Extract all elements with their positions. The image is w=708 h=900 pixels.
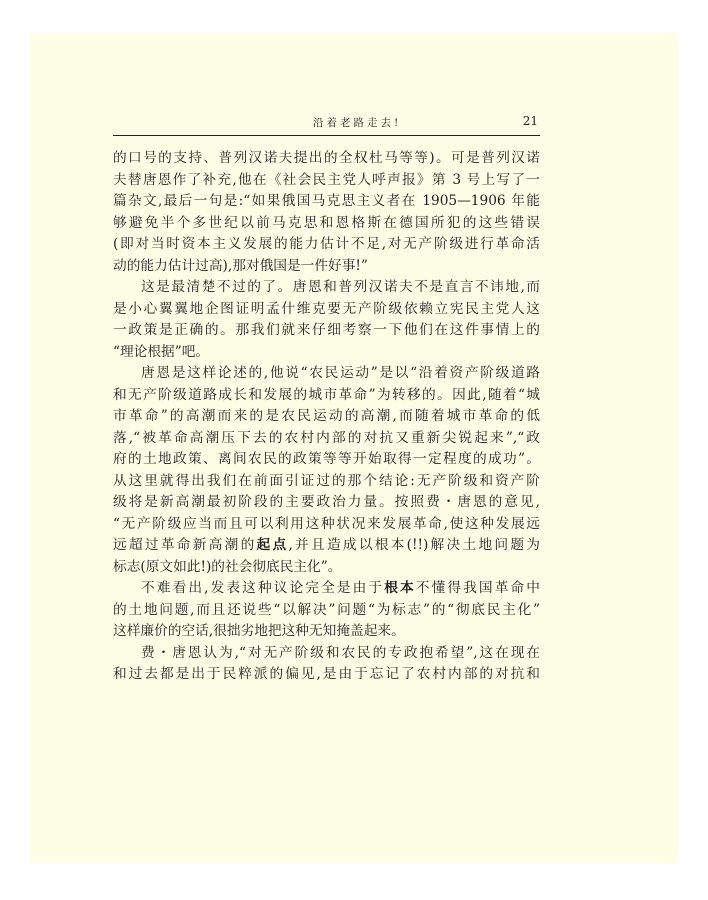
emphasis-text: 根本 — [384, 580, 416, 596]
paragraph — [113, 148, 540, 277]
text-line: 的土地问题,而且还说些“以解决”问题“为标志”的“彻底民主化” — [113, 601, 540, 618]
page-number: 21 — [522, 114, 538, 128]
text-line: 级将是新高潮最初阶段的主要政治力量。按照费・唐恩的意见, — [113, 494, 540, 510]
text-line: 的口号的支持、普列汉诺夫提出的全权杜马等等)。可是普列汉诺 — [113, 150, 540, 166]
text-line: 从这里就得出我们在前面引证过的那个结论:无产阶级和资产阶 — [113, 472, 540, 489]
text-line: 篇杂文,最后一句是:“如果俄国马克思主义者在 1905—1906 年能 — [113, 193, 540, 209]
paragraph — [113, 363, 540, 578]
text-line: “理论根据”吧。 — [113, 343, 210, 360]
text-line: 和过去都是出于民粹派的偏见,是由于忘记了农村内部的对抗和 — [113, 666, 540, 682]
running-title: 沿着老路走去! — [313, 117, 402, 129]
text-segment: 不懂得我国革命中 — [415, 580, 540, 596]
text-line: 一政策是正确的。那我们就来仔细考察一下他们在这件事情上的 — [113, 322, 540, 338]
text-line: 这是最清楚不过的了。唐恩和普列汉诺夫不是直言不讳地,而 — [141, 279, 540, 295]
text-line: 够避免半个多世纪以前马克思和恩格斯在德国所犯的这些错误 — [113, 214, 540, 231]
text-line: 和无产阶级道路成长和发展的城市革命”为转移的。因此,随着“城 — [113, 386, 540, 403]
emphasis-text: 起点 — [256, 537, 289, 553]
text-segment: 不难看出,发表这种议论完全是由于 — [141, 580, 385, 596]
text-line: 动的能力估计过高),那对俄国是一件好事!” — [113, 257, 368, 274]
text-line: 这样廉价的空话,很拙劣地把这种无知掩盖起来。 — [113, 623, 405, 639]
text-segment: ,并且造成以根本(!!)解决土地问题为 — [288, 537, 540, 553]
body-text — [113, 148, 540, 686]
text-line — [113, 535, 540, 557]
paragraph — [113, 578, 540, 643]
text-line: 是小心翼翼地企图证明孟什维克要无产阶级依赖立宪民主党人这 — [113, 300, 540, 317]
paragraph — [113, 643, 540, 686]
text-line: 府的土地政策、离间农民的政策等等开始取得一定程度的成功”。 — [113, 451, 540, 467]
paragraph — [113, 277, 540, 363]
text-line: 落,“被革命高潮压下去的农村内部的对抗又重新尖锐起来”,“政 — [113, 429, 540, 446]
text-line — [113, 578, 540, 600]
text-line: (即对当时资本主义发展的能力估计不足,对无产阶级进行革命活 — [113, 236, 540, 252]
text-line: 市革命”的高潮而来的是农民运动的高潮,而随着城市革命的低 — [113, 408, 540, 424]
text-line: 夫替唐恩作了补充,他在《社会民主党人呼声报》第 3 号上写了一 — [113, 171, 540, 188]
page-header — [113, 113, 540, 136]
text-line: “无产阶级应当而且可以利用这种状况来发展革命,使这种发展远 — [113, 515, 540, 532]
text-line: 标志(原文如此!)的社会彻底民主化”。 — [113, 558, 342, 575]
text-line: 费・唐恩认为,“对无产阶级和农民的专政抱希望”,这在现在 — [141, 644, 540, 661]
text-segment: 远超过革命新高潮的 — [113, 537, 257, 553]
text-line: 唐恩是这样论述的,他说“农民运动”是以“沿着资产阶级道路 — [141, 365, 540, 381]
